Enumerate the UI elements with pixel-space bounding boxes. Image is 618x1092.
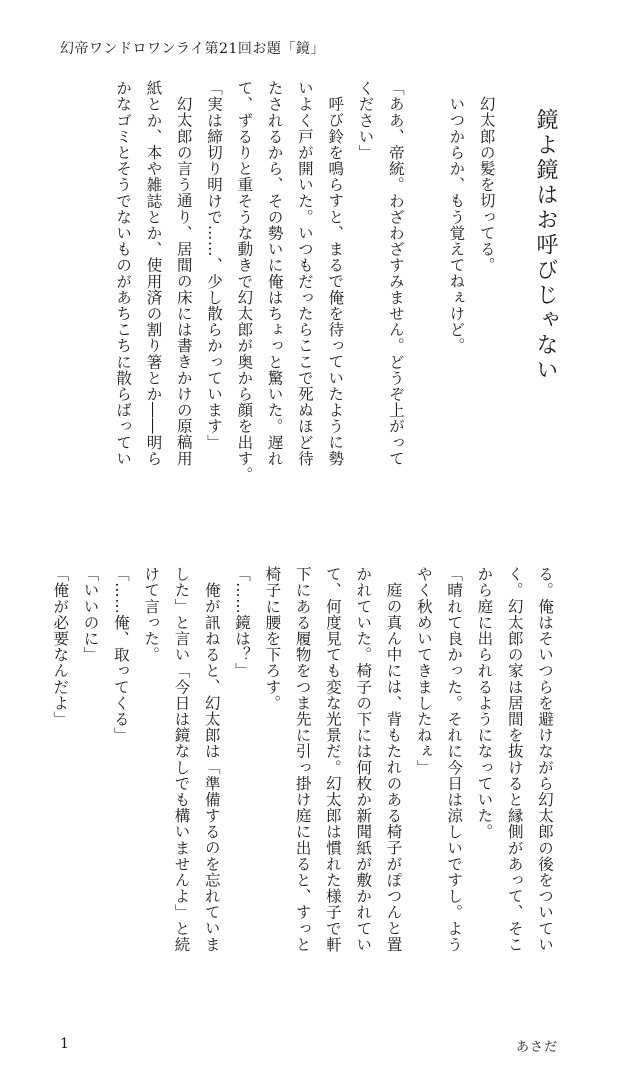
body-line: した」と言い「今日は鏡なしでも構いませんよ」と続: [172, 566, 191, 953]
text-column-top: [58, 80, 560, 530]
body-line: く。幻太郎の家は居間を抜けると縁側があって、そこ: [505, 566, 524, 953]
body-line: ください」: [356, 80, 375, 161]
body-line: 幻太郎の髪を切ってる。: [477, 95, 496, 273]
body-line: かなゴミとそうでないものがあちこちに散らばってい: [114, 80, 133, 467]
story-title: 鏡よ鏡はお呼びじゃない: [533, 108, 558, 383]
body-line: から庭に出られるようになっていた。: [475, 566, 494, 840]
body-line: 「俺が必要なんだよ」: [51, 566, 70, 727]
running-header: 幻帝ワンドロワンライ第21回お題「鏡」: [60, 41, 325, 57]
body-line: 椅子に腰を下ろす。: [263, 566, 282, 711]
body-line: 「実は締切り明けで……、少し散らかっています」: [205, 80, 224, 451]
body-line: 呼び鈴を鳴らすと、まるで俺を待っていたように勢: [326, 95, 345, 466]
body-line: て、何度見ても変な光景だ。幻太郎は慣れた様子で軒: [323, 566, 342, 953]
body-line: けて言った。: [142, 566, 161, 663]
body-line: 「……俺、取ってくる」: [111, 566, 130, 744]
text-column-bottom: [51, 566, 560, 1016]
body-line: 庭の真ん中には、背もたれのある椅子がぽつんと置: [384, 581, 403, 952]
page-number: 1: [60, 1036, 69, 1052]
blank-line: [411, 80, 441, 530]
body-line: 俺が訊ねると、幻太郎は「準備するのを忘れていま: [202, 581, 221, 952]
author-name: あさだ: [515, 1040, 558, 1055]
body-line: かれていた。椅子の下には何枚か新聞紙が敷かれてい: [354, 566, 373, 953]
body-line: 「晴れて良かった。それに今日は涼しいですし。よう: [445, 566, 464, 953]
body-line: たされるから、その勢いに俺はちょっと驚いた。遅れ: [265, 80, 284, 467]
body-line: いつからか、もう覚えてねぇけど。: [447, 95, 466, 354]
body-line: いよく戸が開いた。いつもだったらここで死ぬほど待: [295, 80, 314, 467]
body-line: 「ああ、帝統。わざわざすみません。どうぞ上がって: [386, 80, 405, 467]
body-line: 「いいのに」: [81, 566, 100, 663]
body-line: 紙とか、本や雑誌とか、使用済の割り箸とか――明ら: [144, 80, 163, 467]
body-line: 下にある履物をつま先に引っ掛け庭に出ると、すっと: [293, 566, 312, 953]
body-line: て、ずるりと重そうな動きで幻太郎が奥から顔を出す。: [235, 80, 254, 483]
body-line: 幻太郎の言う通り、居間の床には書きかけの原稿用: [174, 95, 193, 466]
body-line: やく秋めいてきましたねぇ」: [414, 566, 433, 776]
body-line: る。俺はそいつらを避けながら幻太郎の後をついてい: [536, 566, 554, 953]
body-line: 「……鏡は？」: [233, 566, 252, 679]
